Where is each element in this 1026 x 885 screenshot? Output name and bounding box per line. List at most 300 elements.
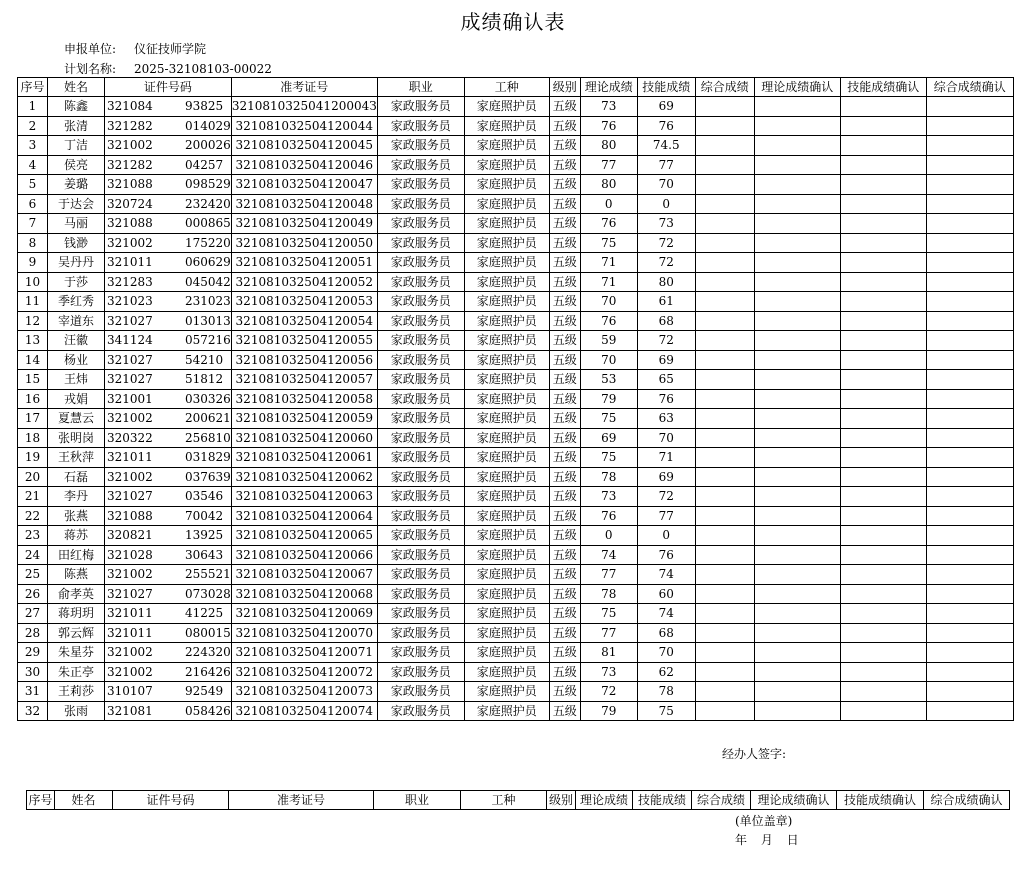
row-id-tail: 200026	[185, 138, 231, 153]
table-row	[18, 643, 1014, 663]
row-confirm-cell	[695, 136, 754, 156]
row-ticket: 321081032504120049	[231, 214, 377, 234]
table-row	[18, 194, 1014, 214]
row-number: 8	[18, 233, 48, 253]
row-confirm-cell	[695, 701, 754, 721]
col-header: 综合成绩	[692, 791, 751, 810]
row-number: 17	[18, 409, 48, 429]
row-skill-score: 65	[637, 370, 695, 390]
row-skill-score: 75	[637, 701, 695, 721]
row-id	[105, 175, 232, 195]
row-occupation: 家政服务员	[377, 311, 464, 331]
row-confirm-cell	[754, 253, 840, 273]
row-level: 五级	[549, 428, 580, 448]
row-confirm-cell	[754, 233, 840, 253]
row-occupation: 家政服务员	[377, 682, 464, 702]
row-confirm-cell	[926, 604, 1013, 624]
row-confirm-cell	[695, 526, 754, 546]
row-number: 29	[18, 643, 48, 663]
row-skill-score: 74.5	[637, 136, 695, 156]
row-trade: 家庭照护员	[464, 487, 549, 507]
row-id-head: 310107	[107, 684, 153, 699]
row-skill-score: 77	[637, 506, 695, 526]
row-theory-score: 76	[580, 506, 637, 526]
row-confirm-cell	[926, 467, 1013, 487]
row-level: 五级	[549, 526, 580, 546]
row-occupation: 家政服务员	[377, 97, 464, 117]
row-confirm-cell	[695, 194, 754, 214]
row-id	[105, 584, 232, 604]
row-skill-score: 0	[637, 526, 695, 546]
row-skill-score: 72	[637, 233, 695, 253]
row-confirm-cell	[695, 584, 754, 604]
row-level: 五级	[549, 370, 580, 390]
row-occupation: 家政服务员	[377, 370, 464, 390]
row-number: 26	[18, 584, 48, 604]
row-theory-score: 75	[580, 604, 637, 624]
row-occupation: 家政服务员	[377, 643, 464, 663]
row-id	[105, 662, 232, 682]
row-number: 11	[18, 292, 48, 312]
row-confirm-cell	[926, 584, 1013, 604]
row-theory-score: 76	[580, 116, 637, 136]
row-id	[105, 350, 232, 370]
row-id-tail: 232420	[185, 196, 231, 211]
row-name: 陈燕	[48, 565, 105, 585]
table-row	[18, 545, 1014, 565]
footer-header-table	[26, 790, 1010, 810]
row-id-tail: 013013	[185, 313, 231, 328]
row-number: 13	[18, 331, 48, 351]
table-row	[18, 506, 1014, 526]
row-id-tail: 70042	[185, 508, 224, 523]
row-confirm-cell	[754, 194, 840, 214]
row-confirm-cell	[926, 623, 1013, 643]
row-confirm-cell	[926, 272, 1013, 292]
row-confirm-cell	[695, 175, 754, 195]
row-id	[105, 136, 232, 156]
row-id-head: 321283	[107, 274, 153, 289]
row-theory-score: 70	[580, 292, 637, 312]
col-header: 理论成绩	[576, 791, 633, 810]
row-occupation: 家政服务员	[377, 565, 464, 585]
row-confirm-cell	[926, 136, 1013, 156]
row-level: 五级	[549, 565, 580, 585]
row-id-tail: 200621	[185, 411, 231, 426]
signer-label: 经办人签字:	[722, 747, 787, 761]
row-confirm-cell	[754, 584, 840, 604]
col-header: 姓名	[55, 791, 113, 810]
row-trade: 家庭照护员	[464, 467, 549, 487]
row-level: 五级	[549, 545, 580, 565]
row-skill-score: 62	[637, 662, 695, 682]
row-id	[105, 292, 232, 312]
col-header: 职业	[377, 78, 464, 97]
unit-value: 仪征技师学院	[134, 42, 207, 56]
row-name: 蒋玥玥	[48, 604, 105, 624]
row-confirm-cell	[926, 545, 1013, 565]
row-theory-score: 72	[580, 682, 637, 702]
row-confirm-cell	[926, 350, 1013, 370]
row-confirm-cell	[754, 97, 840, 117]
row-id-head: 321002	[107, 567, 153, 582]
row-id-head: 341124	[107, 333, 153, 348]
row-ticket: 321081032504120062	[231, 467, 377, 487]
row-confirm-cell	[840, 194, 926, 214]
row-name: 张燕	[48, 506, 105, 526]
col-header: 序号	[27, 791, 55, 810]
row-confirm-cell	[926, 643, 1013, 663]
row-occupation: 家政服务员	[377, 155, 464, 175]
row-skill-score: 69	[637, 467, 695, 487]
row-id-head: 321282	[107, 157, 153, 172]
row-skill-score: 68	[637, 311, 695, 331]
row-id-tail: 216426	[185, 664, 231, 679]
row-confirm-cell	[754, 331, 840, 351]
row-confirm-cell	[754, 409, 840, 429]
row-confirm-cell	[754, 604, 840, 624]
row-id	[105, 155, 232, 175]
row-confirm-cell	[695, 448, 754, 468]
col-header: 准考证号	[229, 791, 374, 810]
row-level: 五级	[549, 643, 580, 663]
row-occupation: 家政服务员	[377, 233, 464, 253]
table-row	[18, 233, 1014, 253]
row-confirm-cell	[926, 331, 1013, 351]
table-row	[18, 682, 1014, 702]
row-theory-score: 73	[580, 487, 637, 507]
row-ticket: 321081032504120069	[231, 604, 377, 624]
row-id-tail: 098529	[185, 177, 231, 192]
row-level: 五级	[549, 331, 580, 351]
row-level: 五级	[549, 350, 580, 370]
row-occupation: 家政服务员	[377, 487, 464, 507]
col-header: 技能成绩确认	[837, 791, 924, 810]
row-confirm-cell	[840, 448, 926, 468]
row-name: 马丽	[48, 214, 105, 234]
row-occupation: 家政服务员	[377, 194, 464, 214]
row-number: 19	[18, 448, 48, 468]
row-trade: 家庭照护员	[464, 116, 549, 136]
row-id-head: 321282	[107, 118, 153, 133]
table-row	[18, 116, 1014, 136]
page-title: 成绩确认表	[460, 10, 566, 34]
row-confirm-cell	[754, 116, 840, 136]
row-occupation: 家政服务员	[377, 116, 464, 136]
row-skill-score: 72	[637, 331, 695, 351]
row-id-tail: 224320	[185, 645, 231, 660]
row-confirm-cell	[840, 214, 926, 234]
row-trade: 家庭照护员	[464, 643, 549, 663]
row-confirm-cell	[754, 292, 840, 312]
row-number: 3	[18, 136, 48, 156]
row-confirm-cell	[840, 233, 926, 253]
row-name: 戎娟	[48, 389, 105, 409]
row-ticket: 321081032504120065	[231, 526, 377, 546]
row-trade: 家庭照护员	[464, 545, 549, 565]
unit-label: 申报单位:	[64, 42, 117, 56]
row-confirm-cell	[926, 565, 1013, 585]
row-ticket: 321081032504120046	[231, 155, 377, 175]
row-skill-score: 60	[637, 584, 695, 604]
row-occupation: 家政服务员	[377, 175, 464, 195]
row-number: 4	[18, 155, 48, 175]
row-confirm-cell	[926, 253, 1013, 273]
row-id-tail: 231023	[185, 294, 231, 309]
row-trade: 家庭照护员	[464, 682, 549, 702]
row-confirm-cell	[695, 116, 754, 136]
row-skill-score: 74	[637, 604, 695, 624]
table-row	[18, 662, 1014, 682]
row-number: 5	[18, 175, 48, 195]
row-number: 27	[18, 604, 48, 624]
row-id-head: 321027	[107, 586, 153, 601]
row-skill-score: 71	[637, 448, 695, 468]
row-skill-score: 68	[637, 623, 695, 643]
row-occupation: 家政服务员	[377, 526, 464, 546]
row-name: 宰道东	[48, 311, 105, 331]
row-id-head: 321002	[107, 235, 153, 250]
row-id-head: 321011	[107, 450, 153, 465]
row-occupation: 家政服务员	[377, 292, 464, 312]
table-row	[18, 584, 1014, 604]
row-theory-score: 69	[580, 428, 637, 448]
row-confirm-cell	[754, 643, 840, 663]
row-id	[105, 701, 232, 721]
row-trade: 家庭照护员	[464, 331, 549, 351]
row-confirm-cell	[695, 97, 754, 117]
row-skill-score: 69	[637, 97, 695, 117]
row-confirm-cell	[754, 662, 840, 682]
row-occupation: 家政服务员	[377, 448, 464, 468]
row-id-head: 321011	[107, 255, 153, 270]
row-name: 侯亮	[48, 155, 105, 175]
table-row	[18, 623, 1014, 643]
row-confirm-cell	[754, 311, 840, 331]
row-id-head: 321027	[107, 372, 153, 387]
row-confirm-cell	[840, 565, 926, 585]
row-name: 杨业	[48, 350, 105, 370]
row-confirm-cell	[840, 428, 926, 448]
row-name: 田红梅	[48, 545, 105, 565]
row-occupation: 家政服务员	[377, 701, 464, 721]
row-id-tail: 41225	[185, 606, 224, 621]
row-id-head: 321002	[107, 138, 153, 153]
col-header: 职业	[374, 791, 461, 810]
row-id	[105, 682, 232, 702]
row-id	[105, 370, 232, 390]
row-ticket: 321081032504120054	[231, 311, 377, 331]
table-row	[18, 448, 1014, 468]
row-ticket: 321081032504120067	[231, 565, 377, 585]
row-confirm-cell	[840, 272, 926, 292]
row-occupation: 家政服务员	[377, 623, 464, 643]
row-level: 五级	[549, 467, 580, 487]
row-confirm-cell	[840, 253, 926, 273]
row-confirm-cell	[840, 97, 926, 117]
row-id-tail: 03546	[185, 489, 224, 504]
row-confirm-cell	[840, 155, 926, 175]
row-confirm-cell	[754, 448, 840, 468]
row-id-head: 321084	[107, 99, 153, 114]
row-confirm-cell	[840, 116, 926, 136]
row-occupation: 家政服务员	[377, 389, 464, 409]
row-number: 10	[18, 272, 48, 292]
row-level: 五级	[549, 97, 580, 117]
row-number: 14	[18, 350, 48, 370]
row-confirm-cell	[695, 506, 754, 526]
row-occupation: 家政服务员	[377, 350, 464, 370]
row-confirm-cell	[695, 272, 754, 292]
row-id-tail: 058426	[185, 703, 231, 718]
row-confirm-cell	[840, 467, 926, 487]
row-confirm-cell	[695, 409, 754, 429]
col-header: 技能成绩确认	[840, 78, 926, 97]
col-header: 姓名	[48, 78, 105, 97]
row-id-head: 320322	[107, 430, 153, 445]
row-skill-score: 61	[637, 292, 695, 312]
row-id-head: 321088	[107, 177, 153, 192]
row-confirm-cell	[695, 253, 754, 273]
col-header: 综合成绩确认	[924, 791, 1010, 810]
row-confirm-cell	[754, 389, 840, 409]
row-ticket: 321081032504120066	[231, 545, 377, 565]
col-header: 证件号码	[113, 791, 229, 810]
row-id	[105, 233, 232, 253]
row-id	[105, 331, 232, 351]
row-id	[105, 545, 232, 565]
row-name: 俞孝英	[48, 584, 105, 604]
table-row	[18, 155, 1014, 175]
row-confirm-cell	[840, 526, 926, 546]
row-confirm-cell	[840, 350, 926, 370]
row-level: 五级	[549, 487, 580, 507]
row-id	[105, 253, 232, 273]
row-confirm-cell	[695, 545, 754, 565]
row-confirm-cell	[754, 487, 840, 507]
col-header: 理论成绩确认	[751, 791, 837, 810]
row-confirm-cell	[840, 409, 926, 429]
row-ticket: 321081032504120051	[231, 253, 377, 273]
row-confirm-cell	[840, 662, 926, 682]
table-row	[18, 214, 1014, 234]
row-confirm-cell	[840, 175, 926, 195]
row-level: 五级	[549, 175, 580, 195]
row-level: 五级	[549, 272, 580, 292]
row-trade: 家庭照护员	[464, 155, 549, 175]
row-name: 王莉莎	[48, 682, 105, 702]
row-confirm-cell	[754, 701, 840, 721]
row-number: 32	[18, 701, 48, 721]
row-trade: 家庭照护员	[464, 506, 549, 526]
row-number: 28	[18, 623, 48, 643]
row-id-head: 321088	[107, 216, 153, 231]
row-theory-score: 73	[580, 662, 637, 682]
row-id-head: 320821	[107, 528, 153, 543]
row-confirm-cell	[840, 701, 926, 721]
row-id-head: 321001	[107, 391, 153, 406]
row-confirm-cell	[695, 565, 754, 585]
table-row	[18, 292, 1014, 312]
row-id	[105, 604, 232, 624]
row-confirm-cell	[926, 428, 1013, 448]
row-name: 张明岗	[48, 428, 105, 448]
row-theory-score: 80	[580, 175, 637, 195]
row-ticket: 321081032504120064	[231, 506, 377, 526]
row-trade: 家庭照护员	[464, 409, 549, 429]
row-theory-score: 75	[580, 448, 637, 468]
row-theory-score: 76	[580, 214, 637, 234]
row-name: 李丹	[48, 487, 105, 507]
row-number: 22	[18, 506, 48, 526]
row-confirm-cell	[926, 662, 1013, 682]
row-id-tail: 04257	[185, 157, 224, 172]
row-id	[105, 194, 232, 214]
row-skill-score: 72	[637, 253, 695, 273]
row-skill-score: 76	[637, 389, 695, 409]
row-trade: 家庭照护员	[464, 233, 549, 253]
row-confirm-cell	[754, 350, 840, 370]
row-ticket: 321081032504120060	[231, 428, 377, 448]
row-id-tail: 51812	[185, 372, 224, 387]
row-number: 15	[18, 370, 48, 390]
row-confirm-cell	[695, 487, 754, 507]
row-ticket: 321081032504120053	[231, 292, 377, 312]
row-id-tail: 256810	[185, 430, 231, 445]
row-confirm-cell	[926, 116, 1013, 136]
table-row	[18, 428, 1014, 448]
row-confirm-cell	[926, 409, 1013, 429]
row-id	[105, 428, 232, 448]
row-occupation: 家政服务员	[377, 253, 464, 273]
row-name: 夏慧云	[48, 409, 105, 429]
row-id-tail: 30643	[185, 547, 224, 562]
row-id-head: 321011	[107, 625, 153, 640]
table-row	[18, 487, 1014, 507]
row-ticket: 321081032504120056	[231, 350, 377, 370]
row-confirm-cell	[754, 467, 840, 487]
col-header: 理论成绩确认	[754, 78, 840, 97]
row-theory-score: 79	[580, 389, 637, 409]
row-level: 五级	[549, 506, 580, 526]
row-ticket: 321081032504120068	[231, 584, 377, 604]
row-confirm-cell	[695, 643, 754, 663]
row-id	[105, 487, 232, 507]
col-header: 技能成绩	[637, 78, 695, 97]
col-header: 序号	[18, 78, 48, 97]
row-confirm-cell	[926, 701, 1013, 721]
row-number: 7	[18, 214, 48, 234]
row-id	[105, 506, 232, 526]
table-row	[18, 370, 1014, 390]
row-id-tail: 13925	[185, 528, 224, 543]
row-ticket: 321081032504120052	[231, 272, 377, 292]
row-confirm-cell	[695, 155, 754, 175]
row-name: 丁洁	[48, 136, 105, 156]
table-row	[18, 136, 1014, 156]
row-trade: 家庭照护员	[464, 175, 549, 195]
row-id-tail: 060629	[185, 255, 231, 270]
row-confirm-cell	[695, 467, 754, 487]
row-number: 31	[18, 682, 48, 702]
row-ticket: 321081032504120055	[231, 331, 377, 351]
row-confirm-cell	[926, 682, 1013, 702]
row-occupation: 家政服务员	[377, 331, 464, 351]
row-confirm-cell	[695, 311, 754, 331]
row-ticket: 321081032504120048	[231, 194, 377, 214]
row-ticket: 321081032504120050	[231, 233, 377, 253]
row-id	[105, 389, 232, 409]
